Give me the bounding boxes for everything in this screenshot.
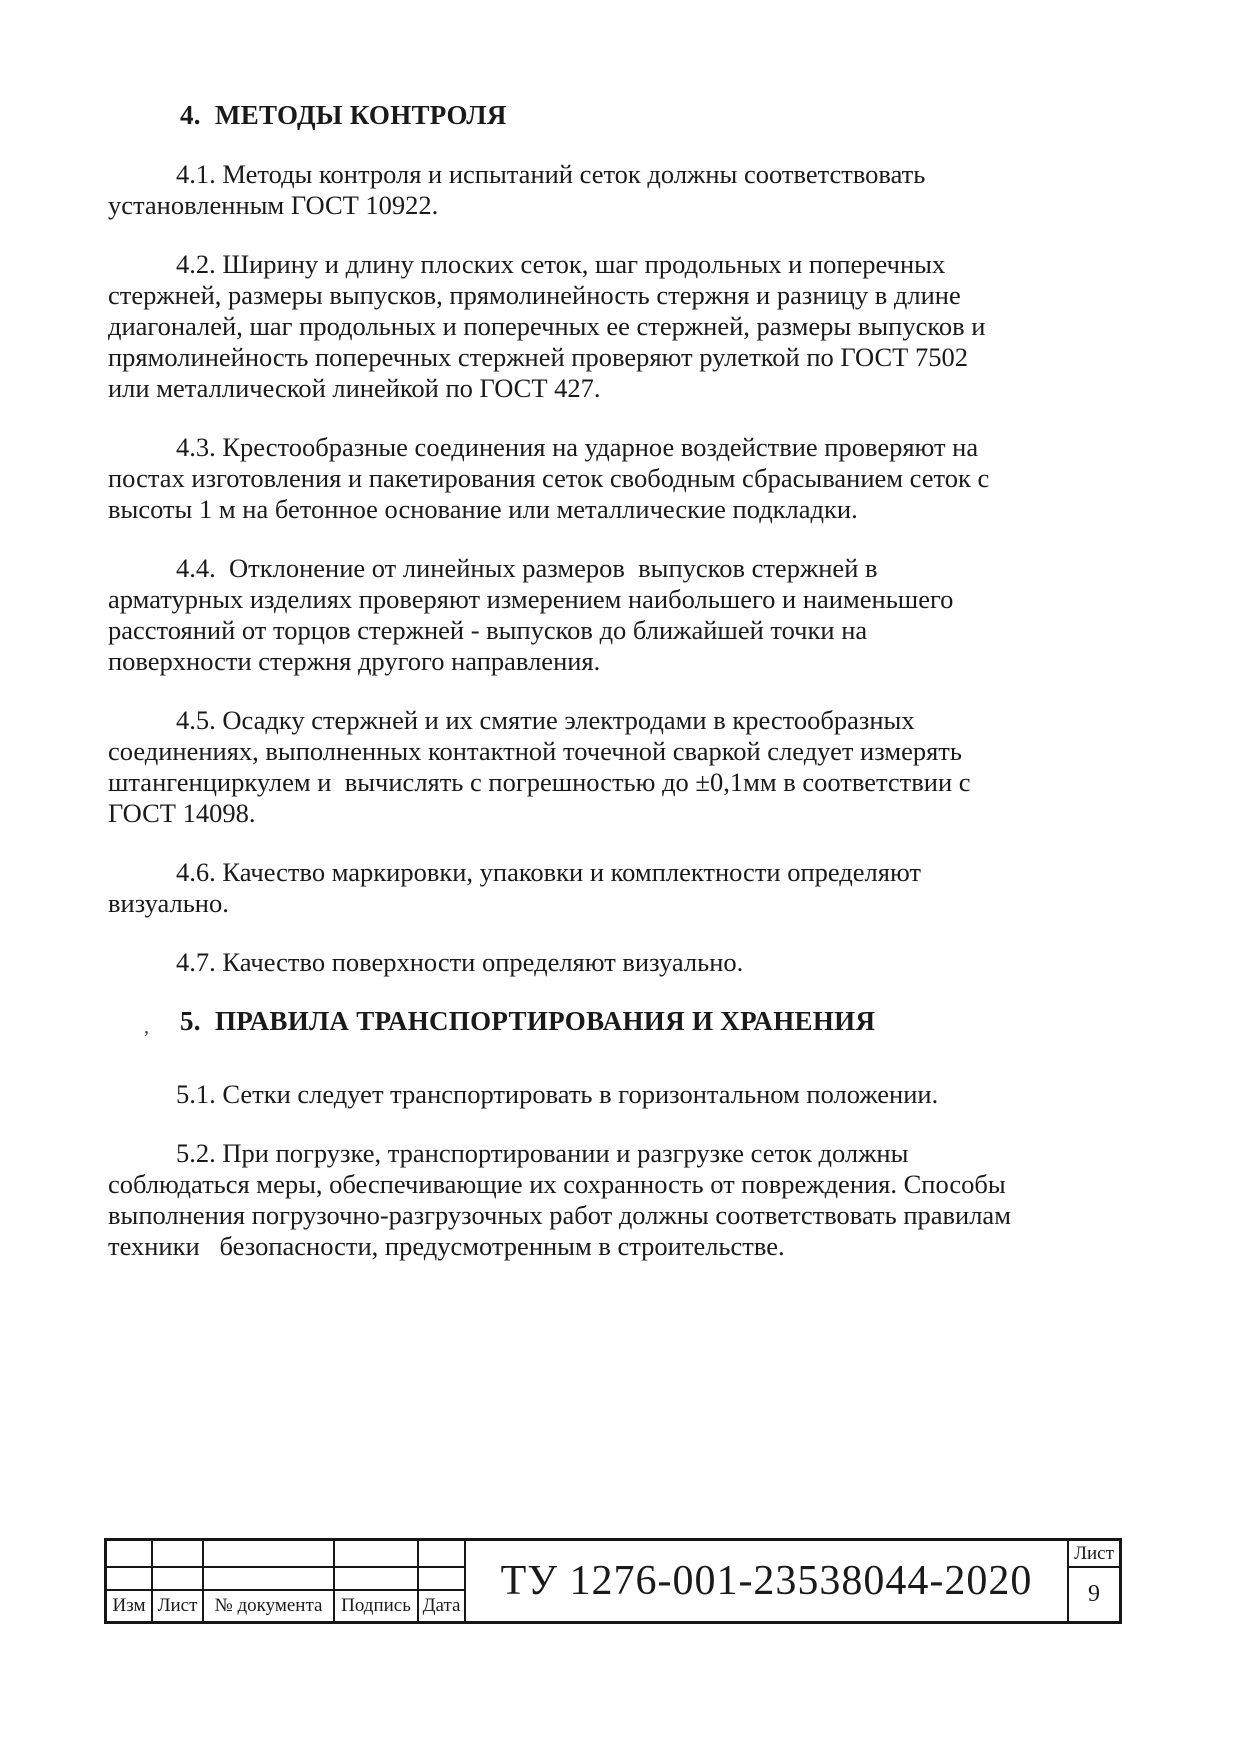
paragraph-line: выполнения погрузочно-разгрузочных работ должны соответствовать правилам: [108, 1200, 1011, 1230]
paragraph: [108, 857, 1148, 919]
paragraph-line: 4.1. Методы контроля и испытаний сеток должны соответствовать: [176, 159, 926, 189]
paragraph: [108, 553, 1148, 677]
signature-label: Подпись: [341, 1594, 411, 1616]
paragraph: [108, 947, 1148, 978]
title-block-empty-cell: [153, 1568, 204, 1591]
paragraph-line: высоты 1 м на бетонное основание или металлические подкладки.: [108, 494, 858, 524]
paragraph-line: поверхности стержня другого направления.: [108, 646, 601, 676]
paragraph-line: 4.5. Осадку стержней и их смятие электродами в крестообразных: [176, 705, 915, 735]
title-block-col-izm: [107, 1591, 153, 1621]
sheet-number: 9: [1088, 1581, 1100, 1607]
paragraph-line: диагоналей, шаг продольных и поперечных ее стержней, размеры выпусков и: [108, 311, 986, 341]
title-block-col-signature: [335, 1591, 419, 1621]
paragraph-line: 4.4. Отклонение от линейных размеров выпусков стержней в: [176, 553, 878, 583]
paragraph-line: установленным ГОСТ 10922.: [108, 190, 439, 220]
title-block-col-list: [153, 1591, 204, 1621]
paragraph: [108, 705, 1148, 829]
title-block-col-date: [419, 1591, 466, 1621]
section-heading: [108, 100, 1148, 131]
paragraph-line: ГОСТ 14098.: [108, 798, 256, 828]
title-block-empty-cell: [153, 1541, 204, 1568]
paragraph-line: техники безопасности, предусмотренным в строительстве.: [108, 1231, 785, 1261]
paragraph-line: расстояний от торцов стержней - выпусков до ближайшей точки на: [108, 615, 868, 645]
title-block-empty-cell: [419, 1568, 466, 1591]
izm-label: Изм: [112, 1594, 146, 1616]
list-label: Лист: [157, 1594, 198, 1616]
section-heading-text: 4. МЕТОДЫ КОНТРОЛЯ: [180, 100, 507, 130]
sheet-label: Лист: [1069, 1541, 1119, 1568]
paragraph-line: прямолинейность поперечных стержней проверяют рулеткой по ГОСТ 7502: [108, 342, 968, 372]
title-block-empty-cell: [204, 1568, 335, 1591]
title-block-table: [104, 1538, 1122, 1624]
section-heading: [108, 1006, 1148, 1037]
paragraph-line: визуально.: [108, 888, 229, 918]
paragraph: [108, 1138, 1148, 1262]
document-body: [108, 100, 1148, 1290]
section-heading-text: 5. ПРАВИЛА ТРАНСПОРТИРОВАНИЯ И ХРАНЕНИЯ: [180, 1006, 876, 1036]
paragraph-line: стержней, размеры выпусков, прямолинейность стержня и разницу в длине: [108, 280, 961, 310]
paragraph-line: 4.3. Крестообразные соединения на ударное воздействие проверяют на: [176, 432, 979, 462]
title-block-empty-cell: [335, 1541, 419, 1568]
date-label: Дата: [422, 1594, 461, 1616]
paragraph-line: штангенциркулем и вычислять с погрешностью до ±0,1мм в соответствии с: [108, 767, 971, 797]
paragraph-line: соблюдаться меры, обеспечивающие их сохранность от повреждения. Способы: [108, 1169, 1006, 1199]
paragraph-line: 5.1. Сетки следует транспортировать в горизонтальном положении.: [176, 1079, 939, 1109]
paragraph: [108, 159, 1148, 221]
paragraph-line: 4.6. Качество маркировки, упаковки и комплектности определяют: [176, 857, 921, 887]
title-block-empty-cell: [204, 1541, 335, 1568]
paragraph-line: 4.2. Ширину и длину плоских сеток, шаг продольных и поперечных: [176, 249, 946, 279]
paragraph: [108, 432, 1148, 525]
paragraph-line: арматурных изделиях проверяют измерением наибольшего и наименьшего: [108, 584, 954, 614]
scan-artifact-mark: ,: [144, 1016, 150, 1038]
title-block-empty-cell: [107, 1541, 153, 1568]
title-block-empty-cell: [107, 1568, 153, 1591]
title-block-empty-cell: [419, 1541, 466, 1568]
title-block-empty-cell: [335, 1568, 419, 1591]
paragraph-line: соединениях, выполненных контактной точечной сваркой следует измерять: [108, 736, 962, 766]
paragraph-line: или металлической линейкой по ГОСТ 427.: [108, 373, 601, 403]
paragraph: [108, 249, 1148, 404]
title-block-col-docnum: [204, 1591, 335, 1621]
document-number: ТУ 1276-001-23538044-2020: [466, 1541, 1069, 1621]
paragraph-line: 5.2. При погрузке, транспортировании и разгрузке сеток должны: [176, 1138, 909, 1168]
doc-number-column-label: № документа: [214, 1594, 323, 1616]
paragraph: [108, 1079, 1148, 1110]
paragraph-line: 4.7. Качество поверхности определяют визуально.: [176, 947, 744, 977]
paragraph-line: постах изготовления и пакетирования сеток свободным сбрасыванием сеток с: [108, 463, 990, 493]
